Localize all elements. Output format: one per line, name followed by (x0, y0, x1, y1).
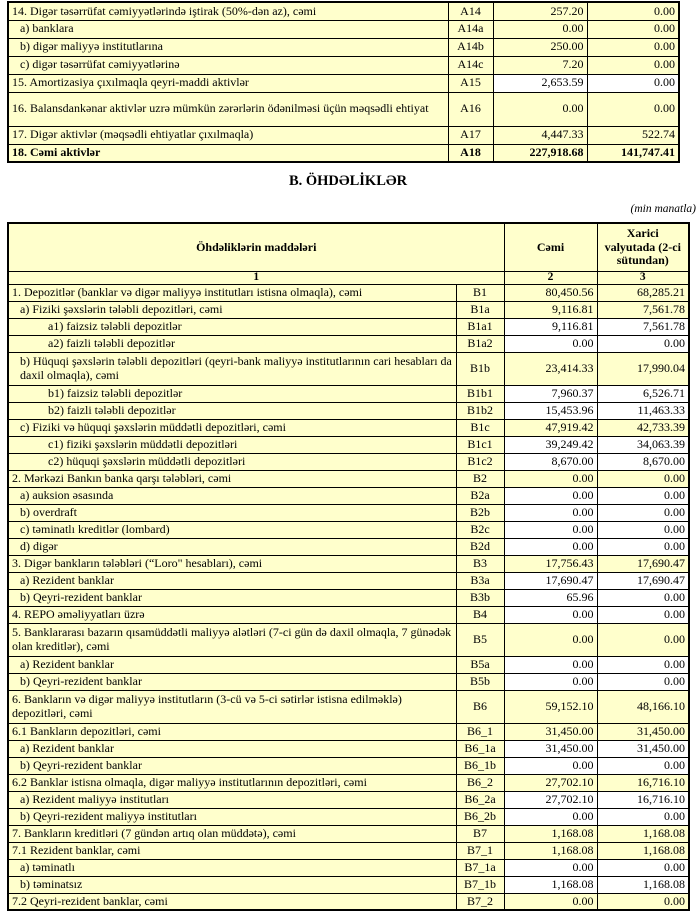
row-label: b1) faizsiz tələbli depozitlər (8, 385, 456, 402)
row-label: 7.1 Rezident banklar, cəmi (8, 842, 456, 859)
row-total-value: 0.00 (493, 92, 587, 126)
row-code: A14a (448, 20, 493, 38)
row-code: B7_2 (456, 893, 504, 910)
row-label: a) təminatlı (8, 859, 456, 876)
row-B2c (8, 521, 689, 538)
row-code: B2d (456, 538, 504, 555)
row-total-value: 17,756.43 (504, 555, 597, 572)
row-fx-value: 17,990.04 (597, 352, 689, 385)
row-B5a (8, 656, 689, 673)
row-fx-value: 0.00 (597, 606, 689, 623)
header-items-label: Öhdəliklərin maddələri (8, 223, 504, 271)
row-fx-value: 17,690.47 (597, 572, 689, 589)
row-label: a) Rezident banklar (8, 572, 456, 589)
row-B6_1b (8, 757, 689, 774)
row-B6_1 (8, 723, 689, 740)
row-label: a1) faizsiz tələbli depozitlər (8, 318, 456, 335)
row-B2b (8, 504, 689, 521)
row-total-value: 0.00 (504, 335, 597, 352)
row-fx-value: 7,561.78 (597, 301, 689, 318)
row-code: B7_1 (456, 842, 504, 859)
row-label: 4. REPO əməliyyatları üzrə (8, 606, 456, 623)
row-B1 (8, 284, 689, 301)
row-total-value: 80,450.56 (504, 284, 597, 301)
row-fx-value: 1,168.08 (597, 842, 689, 859)
row-code: B5a (456, 656, 504, 673)
row-B7_1b (8, 876, 689, 893)
row-B6_2b (8, 808, 689, 825)
row-label: c) digər təsərrüfat cəmiyyətlərinə (8, 56, 448, 74)
section-b-heading: B. ÖHDƏLİKLƏR (288, 173, 408, 189)
row-code: A14 (448, 2, 493, 20)
row-label: c2) hüquqi şəxslərin müddətli depozitləri (8, 453, 456, 470)
row-fx-value: 34,063.39 (597, 436, 689, 453)
row-B7_2 (8, 893, 689, 910)
row-total-value: 9,116.81 (504, 318, 597, 335)
row-B6_2 (8, 774, 689, 791)
row-code: B2a (456, 487, 504, 504)
row-label: 15. Amortizasiya çıxılmaqla qeyri-maddi aktivlər (8, 74, 448, 92)
row-code: A18 (448, 144, 493, 162)
column-number-2: 2 (504, 271, 597, 284)
row-total-value: 31,450.00 (504, 723, 597, 740)
row-code: B1a2 (456, 335, 504, 352)
row-label: 16. Balansdankənar aktivlər uzrə mümkün zərərlərin ödənilməsi üçün məqsədli ehtiyat (8, 92, 448, 126)
row-total-value: 39,249.42 (504, 436, 597, 453)
row-code: B1b1 (456, 385, 504, 402)
row-label: c) Fiziki və hüquqi şəxslərin müddətli depozitləri, cəmi (8, 419, 456, 436)
row-fx-value: 0.00 (597, 521, 689, 538)
row-code: B1c1 (456, 436, 504, 453)
row-B2 (8, 470, 689, 487)
row-fx-value: 31,450.00 (597, 740, 689, 757)
row-B1a2 (8, 335, 689, 352)
column-number-3: 3 (597, 271, 689, 284)
row-label: a) Rezident maliyyə institutları (8, 791, 456, 808)
row-code: B1c (456, 419, 504, 436)
row-label: a2) faizli tələbli depozitlər (8, 335, 456, 352)
row-total-value: 17,690.47 (504, 572, 597, 589)
row-total-value: 1,168.08 (504, 876, 597, 893)
row-total-value: 0.00 (504, 859, 597, 876)
row-label: b) overdraft (8, 504, 456, 521)
row-code: B1a1 (456, 318, 504, 335)
row-code: B1 (456, 284, 504, 301)
row-B1b (8, 352, 689, 385)
row-code: B6_1b (456, 757, 504, 774)
row-B2a (8, 487, 689, 504)
row-B1a (8, 301, 689, 318)
row-total-value: 9,116.81 (504, 301, 597, 318)
row-fx-value: 16,716.10 (597, 774, 689, 791)
row-B3a (8, 572, 689, 589)
header-fx-label: Xarici valyutada (2-ci sütundan) (597, 223, 689, 271)
row-total-value: 15,453.96 (504, 402, 597, 419)
row-code: B2 (456, 470, 504, 487)
row-code: B3a (456, 572, 504, 589)
row-label: b2) faizli tələbli depozitlər (8, 402, 456, 419)
row-fx-value: 0.00 (587, 92, 679, 126)
row-label: d) digər (8, 538, 456, 555)
row-code: B6_1a (456, 740, 504, 757)
row-code: B5 (456, 623, 504, 656)
row-label: a) banklara (8, 20, 448, 38)
row-total-value: 257.20 (493, 2, 587, 20)
row-total-value: 0.00 (504, 487, 597, 504)
unit-note: (min manatla) (630, 203, 696, 215)
liabilities-table (7, 222, 690, 911)
row-code: B1a (456, 301, 504, 318)
row-code: A17 (448, 126, 493, 144)
row-A15 (8, 74, 679, 92)
row-fx-value: 48,166.10 (597, 690, 689, 723)
row-label: a) Rezident banklar (8, 740, 456, 757)
row-total-value: 7.20 (493, 56, 587, 74)
row-label: b) Hüquqi şəxslərin tələbli depozitləri (qeyri-bank maliyyə institutlarının cari hesabları da daxil olmaqla), cəmi (8, 352, 456, 385)
row-fx-value: 0.00 (587, 2, 679, 20)
row-total-value: 0.00 (504, 808, 597, 825)
row-label: 6. Bankların və digər maliyyə institutların (3-cü və 5-ci sətirlər istisna edilməklə) depozitləri, cəmi (8, 690, 456, 723)
row-label: 17. Digər aktivlər (məqsədli ehtiyatlar çıxılmaqla) (8, 126, 448, 144)
row-fx-value: 16,716.10 (597, 791, 689, 808)
row-code: A15 (448, 74, 493, 92)
row-label: b) Qeyri-rezident banklar (8, 757, 456, 774)
row-fx-value: 0.00 (597, 504, 689, 521)
row-fx-value: 0.00 (587, 74, 679, 92)
row-total-value: 0.00 (504, 673, 597, 690)
row-fx-value: 0.00 (597, 335, 689, 352)
row-fx-value: 0.00 (597, 589, 689, 606)
column-number-row (8, 271, 689, 284)
column-number-1: 1 (8, 271, 504, 284)
row-fx-value: 0.00 (597, 893, 689, 910)
row-B1c2 (8, 453, 689, 470)
row-A14b (8, 38, 679, 56)
row-label: 5. Banklararası bazarın qısamüddətli maliyyə alətləri (7-ci gün də daxil olmaqla, 7 günədək olan kreditlər), cəmi (8, 623, 456, 656)
row-total-value: 227,918.68 (493, 144, 587, 162)
row-B3b (8, 589, 689, 606)
row-A14 (8, 2, 679, 20)
row-fx-value: 0.00 (597, 487, 689, 504)
row-label: 3. Digər bankların tələbləri (“Loro" hesabları), cəmi (8, 555, 456, 572)
row-fx-value: 0.00 (597, 623, 689, 656)
row-total-value: 1,168.08 (504, 842, 597, 859)
row-total-value: 250.00 (493, 38, 587, 56)
row-code: B2c (456, 521, 504, 538)
row-fx-value: 522.74 (587, 126, 679, 144)
row-total-value: 65.96 (504, 589, 597, 606)
row-label: 2. Mərkəzi Bankın banka qarşı tələbləri, cəmi (8, 470, 456, 487)
row-label: b) Qeyri-rezident maliyyə institutları (8, 808, 456, 825)
row-B4 (8, 606, 689, 623)
row-label: 1. Depozitlər (banklar və digər maliyyə institutları istisna olmaqla), cəmi (8, 284, 456, 301)
row-fx-value: 31,450.00 (597, 723, 689, 740)
row-total-value: 0.00 (504, 538, 597, 555)
row-label: a) Fiziki şəxslərin tələbli depozitləri, cəmi (8, 301, 456, 318)
row-code: B3 (456, 555, 504, 572)
row-B6 (8, 690, 689, 723)
row-label: b) Qeyri-rezident banklar (8, 673, 456, 690)
row-total-value: 27,702.10 (504, 774, 597, 791)
row-B1a1 (8, 318, 689, 335)
row-label: 6.2 Banklar istisna olmaqla, digər maliyyə institutlarının depozitləri, cəmi (8, 774, 456, 791)
row-total-value: 0.00 (504, 470, 597, 487)
row-total-value: 0.00 (504, 893, 597, 910)
row-fx-value: 0.00 (597, 470, 689, 487)
row-code: B6 (456, 690, 504, 723)
row-B1c (8, 419, 689, 436)
row-A17 (8, 126, 679, 144)
row-B1b1 (8, 385, 689, 402)
row-code: B7 (456, 825, 504, 842)
header-total-label: Cəmi (504, 223, 597, 271)
row-fx-value: 1,168.08 (597, 825, 689, 842)
row-B3 (8, 555, 689, 572)
liabilities-header-row (8, 223, 689, 271)
row-label: a) auksion əsasında (8, 487, 456, 504)
row-B6_2a (8, 791, 689, 808)
row-total-value: 4,447.33 (493, 126, 587, 144)
row-fx-value: 11,463.33 (597, 402, 689, 419)
row-fx-value: 0.00 (597, 859, 689, 876)
row-code: B6_2b (456, 808, 504, 825)
row-label: b) Qeyri-rezident banklar (8, 589, 456, 606)
row-total-value: 31,450.00 (504, 740, 597, 757)
row-A14a (8, 20, 679, 38)
row-code: B2b (456, 504, 504, 521)
row-fx-value: 8,670.00 (597, 453, 689, 470)
row-B5 (8, 623, 689, 656)
row-code: A14b (448, 38, 493, 56)
row-A16 (8, 92, 679, 126)
row-fx-value: 0.00 (587, 56, 679, 74)
row-B7_1 (8, 842, 689, 859)
row-code: A16 (448, 92, 493, 126)
row-B6_1a (8, 740, 689, 757)
row-fx-value: 0.00 (597, 538, 689, 555)
row-label: 7. Bankların kreditləri (7 gündən artıq olan müddətə), cəmi (8, 825, 456, 842)
row-total-value: 2,653.59 (493, 74, 587, 92)
row-code: B7_1b (456, 876, 504, 893)
row-A14c (8, 56, 679, 74)
row-label: 6.1 Bankların depozitləri, cəmi (8, 723, 456, 740)
row-total-value: 0.00 (504, 757, 597, 774)
row-fx-value: 141,747.41 (587, 144, 679, 162)
row-code: B4 (456, 606, 504, 623)
assets-table (7, 1, 680, 163)
row-label: c1) fiziki şəxslərin müddətli depozitləri (8, 436, 456, 453)
row-label: c) təminatlı kreditlər (lombard) (8, 521, 456, 538)
row-total-value: 0.00 (504, 623, 597, 656)
row-label: a) Rezident banklar (8, 656, 456, 673)
row-total-value: 0.00 (493, 20, 587, 38)
row-code: B6_1 (456, 723, 504, 740)
row-total-value: 0.00 (504, 504, 597, 521)
row-label: 14. Digər təsərrüfat cəmiyyətlərində iştirak (50%-dən az), cəmi (8, 2, 448, 20)
row-B1b2 (8, 402, 689, 419)
row-total-value: 7,960.37 (504, 385, 597, 402)
row-fx-value: 0.00 (587, 20, 679, 38)
row-B7 (8, 825, 689, 842)
row-fx-value: 0.00 (597, 808, 689, 825)
row-B2d (8, 538, 689, 555)
row-total-value: 47,919.42 (504, 419, 597, 436)
row-fx-value: 17,690.47 (597, 555, 689, 572)
row-fx-value: 42,733.39 (597, 419, 689, 436)
row-total-value: 59,152.10 (504, 690, 597, 723)
row-fx-value: 0.00 (597, 673, 689, 690)
row-total-value: 0.00 (504, 606, 597, 623)
row-label: b) digər maliyyə institutlarına (8, 38, 448, 56)
row-code: A14c (448, 56, 493, 74)
row-total-value: 23,414.33 (504, 352, 597, 385)
row-code: B3b (456, 589, 504, 606)
row-fx-value: 68,285.21 (597, 284, 689, 301)
row-fx-value: 0.00 (587, 38, 679, 56)
row-total-value: 27,702.10 (504, 791, 597, 808)
row-code: B7_1a (456, 859, 504, 876)
row-B1c1 (8, 436, 689, 453)
row-label: 7.2 Qeyri-rezident banklar, cəmi (8, 893, 456, 910)
row-code: B6_2a (456, 791, 504, 808)
row-label: 18. Cəmi aktivlər (8, 144, 448, 162)
row-fx-value: 0.00 (597, 656, 689, 673)
row-code: B1b2 (456, 402, 504, 419)
row-total-value: 0.00 (504, 656, 597, 673)
row-B5b (8, 673, 689, 690)
row-fx-value: 0.00 (597, 757, 689, 774)
row-A18 (8, 144, 679, 162)
row-fx-value: 1,168.08 (597, 876, 689, 893)
row-code: B5b (456, 673, 504, 690)
row-code: B6_2 (456, 774, 504, 791)
row-fx-value: 6,526.71 (597, 385, 689, 402)
row-total-value: 8,670.00 (504, 453, 597, 470)
row-total-value: 1,168.08 (504, 825, 597, 842)
row-code: B1b (456, 352, 504, 385)
row-total-value: 0.00 (504, 521, 597, 538)
row-label: b) təminatsız (8, 876, 456, 893)
row-fx-value: 7,561.78 (597, 318, 689, 335)
row-B7_1a (8, 859, 689, 876)
row-code: B1c2 (456, 453, 504, 470)
